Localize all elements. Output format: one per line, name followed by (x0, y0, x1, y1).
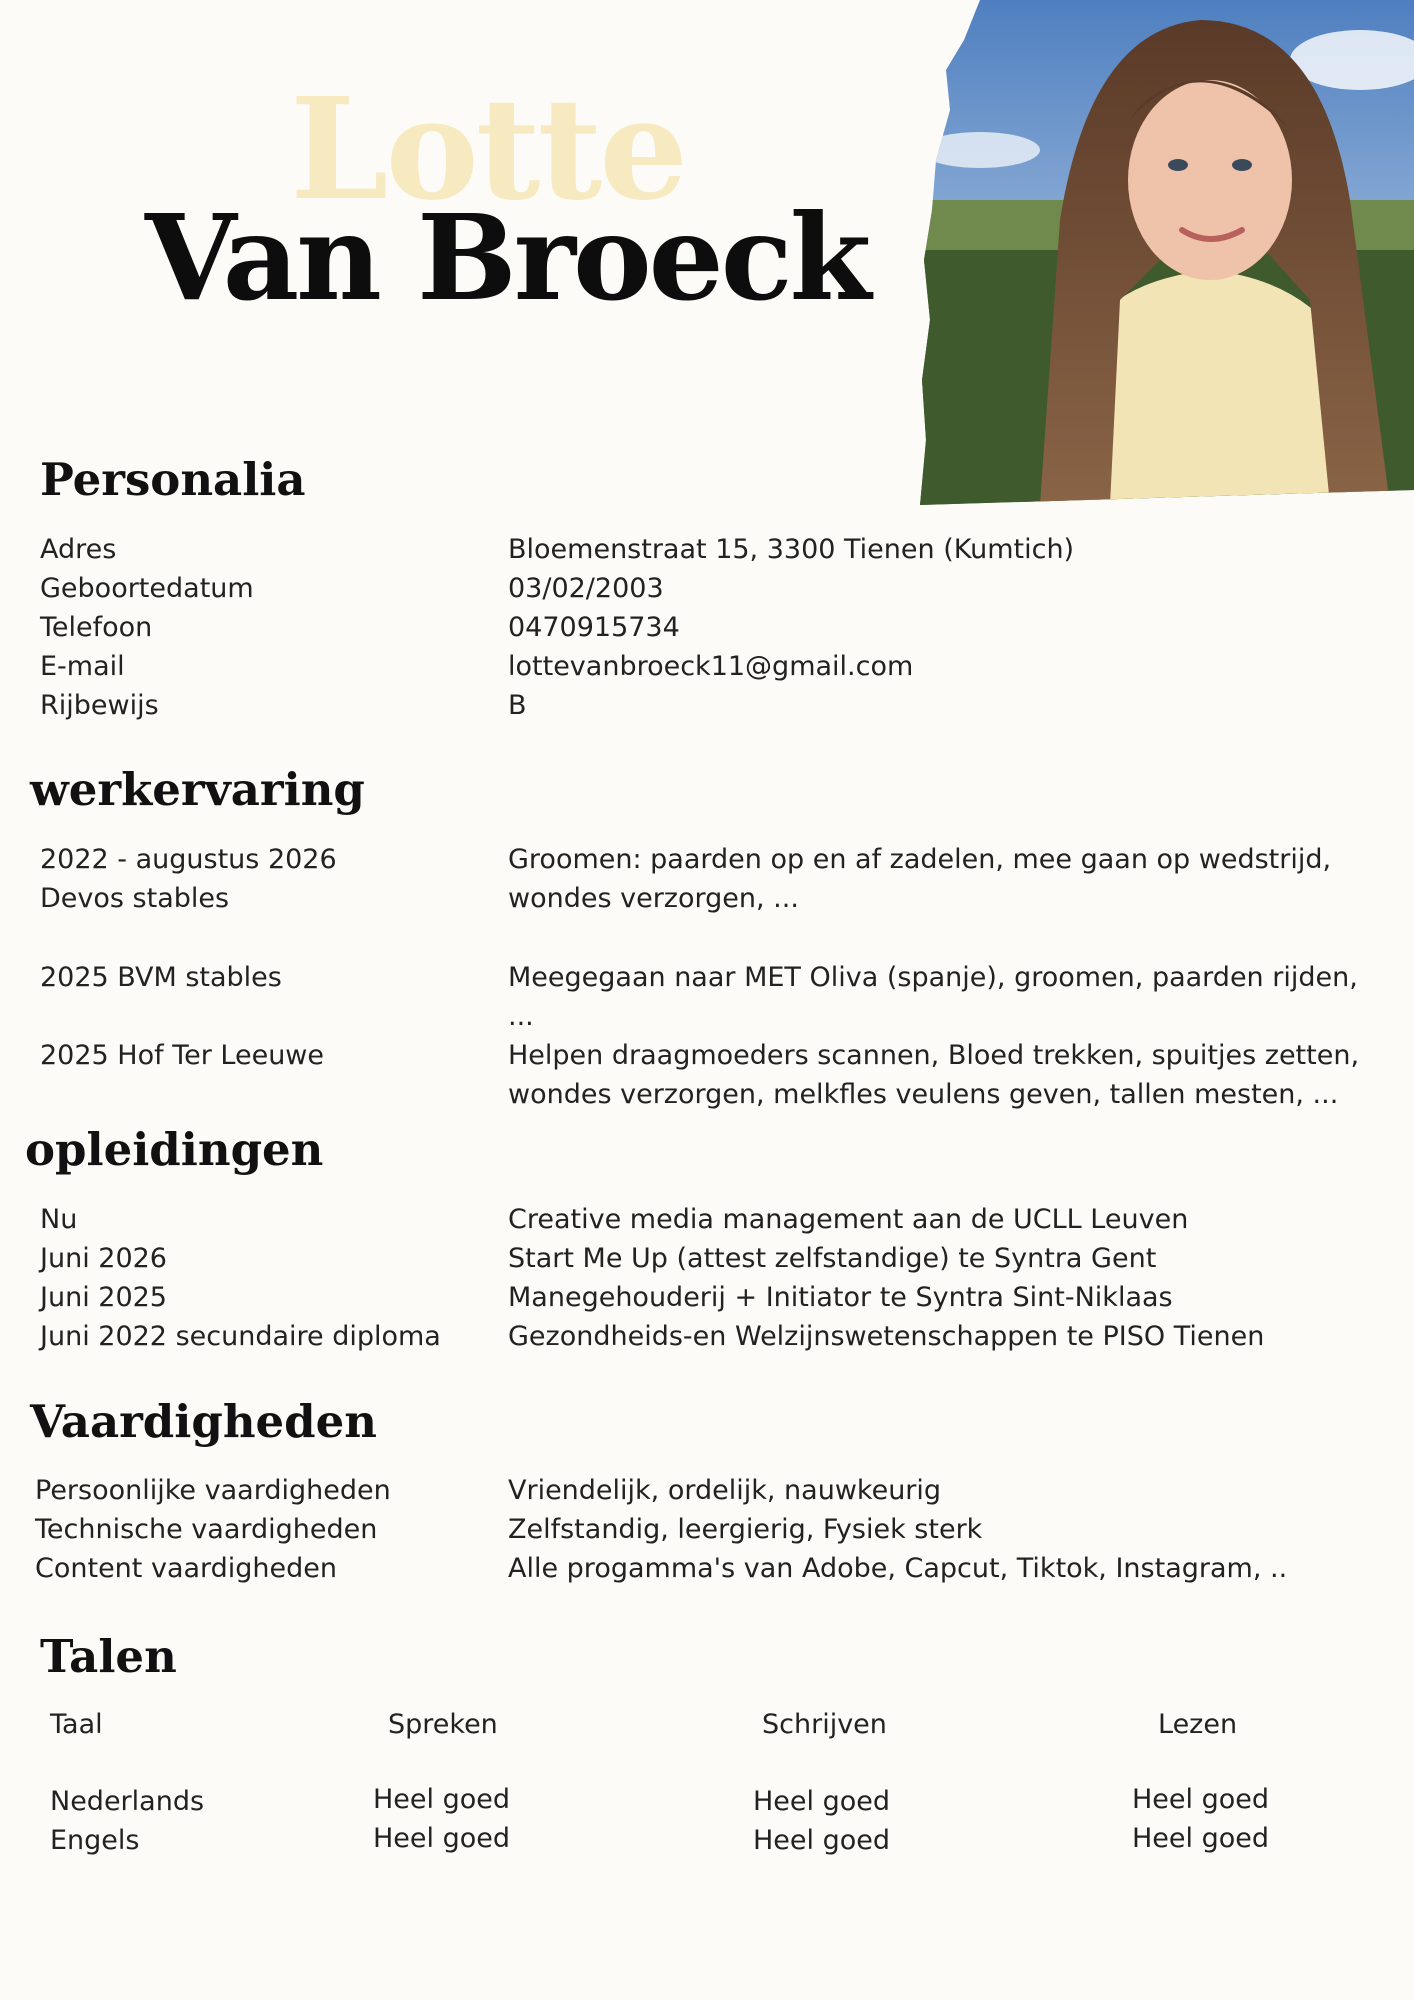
education-description: Creative media management aan de UCLL Leuven (508, 1204, 1189, 1235)
skill-value: Zelfstandig, leergierig, Fysiek sterk (508, 1514, 983, 1545)
education-period: Juni 2022 secundaire diploma (40, 1321, 441, 1352)
skill-value: Alle progamma's van Adobe, Capcut, Tiktok, Instagram, .. (508, 1553, 1288, 1584)
job-description: Meegegaan naar MET Oliva (spanje), groomen, paarden rijden, ... (508, 962, 1358, 1032)
language-reading-level: Heel goed (1132, 1823, 1270, 1854)
personalia-heading: Personalia (40, 453, 306, 506)
opleidingen-heading: opleidingen (25, 1123, 324, 1176)
license-label: Rijbewijs (40, 690, 159, 721)
profile-photo (920, 0, 1414, 505)
job-period: 2025 Hof Ter Leeuwe (40, 1040, 325, 1071)
language-writing-level: Heel goed (753, 1825, 891, 1856)
education-description: Manegehouderij + Initiator te Syntra Sint-Niklaas (508, 1282, 1173, 1313)
email-value: lottevanbroeck11@gmail.com (508, 651, 914, 682)
birthdate-label: Geboortedatum (40, 573, 254, 604)
education-description: Gezondheids-en Welzijnswetenschappen te PISO Tienen (508, 1321, 1265, 1352)
languages-header-language: Taal (50, 1709, 103, 1740)
email-label: E-mail (40, 651, 125, 682)
language-name: Nederlands (50, 1786, 205, 1817)
last-name: Van Broeck (145, 188, 869, 327)
address-label: Adres (40, 534, 117, 565)
job-description: Groomen: paarden op en af zadelen, mee gaan op wedstrijd, wondes verzorgen, ... (508, 844, 1332, 914)
phone-value: 0470915734 (508, 612, 680, 643)
address-value: Bloemenstraat 15, 3300 Tienen (Kumtich) (508, 534, 1075, 565)
talen-heading: Talen (40, 1630, 177, 1683)
job-place: Devos stables (40, 883, 230, 914)
education-period: Juni 2026 (40, 1243, 167, 1274)
education-description: Start Me Up (attest zelfstandige) te Syntra Gent (508, 1243, 1157, 1274)
language-reading-level: Heel goed (1132, 1784, 1270, 1815)
languages-header-writing: Schrijven (762, 1709, 887, 1740)
language-speaking-level: Heel goed (373, 1823, 511, 1854)
education-period: Juni 2025 (40, 1282, 167, 1313)
language-writing-level: Heel goed (753, 1786, 891, 1817)
job-period: 2025 BVM stables (40, 962, 282, 993)
language-speaking-level: Heel goed (373, 1784, 511, 1815)
vaardigheden-heading: Vaardigheden (30, 1395, 377, 1448)
languages-header-speaking: Spreken (388, 1709, 498, 1740)
license-value: B (508, 690, 527, 721)
skill-label: Persoonlijke vaardigheden (35, 1475, 391, 1506)
language-name: Engels (50, 1825, 140, 1856)
werkervaring-heading: werkervaring (30, 763, 365, 816)
phone-label: Telefoon (40, 612, 153, 643)
first-name: Lotte (290, 68, 686, 232)
job-period: 2022 - augustus 2026 (40, 844, 337, 875)
skill-value: Vriendelijk, ordelijk, nauwkeurig (508, 1475, 942, 1506)
education-period: Nu (40, 1204, 78, 1235)
birthdate-value: 03/02/2003 (508, 573, 664, 604)
languages-header-reading: Lezen (1158, 1709, 1238, 1740)
skill-label: Content vaardigheden (35, 1553, 338, 1584)
job-description: Helpen draagmoeders scannen, Bloed trekken, spuitjes zetten, wondes verzorgen, melkfles veulens geven, tallen mesten, ... (508, 1040, 1360, 1110)
skill-label: Technische vaardigheden (35, 1514, 378, 1545)
